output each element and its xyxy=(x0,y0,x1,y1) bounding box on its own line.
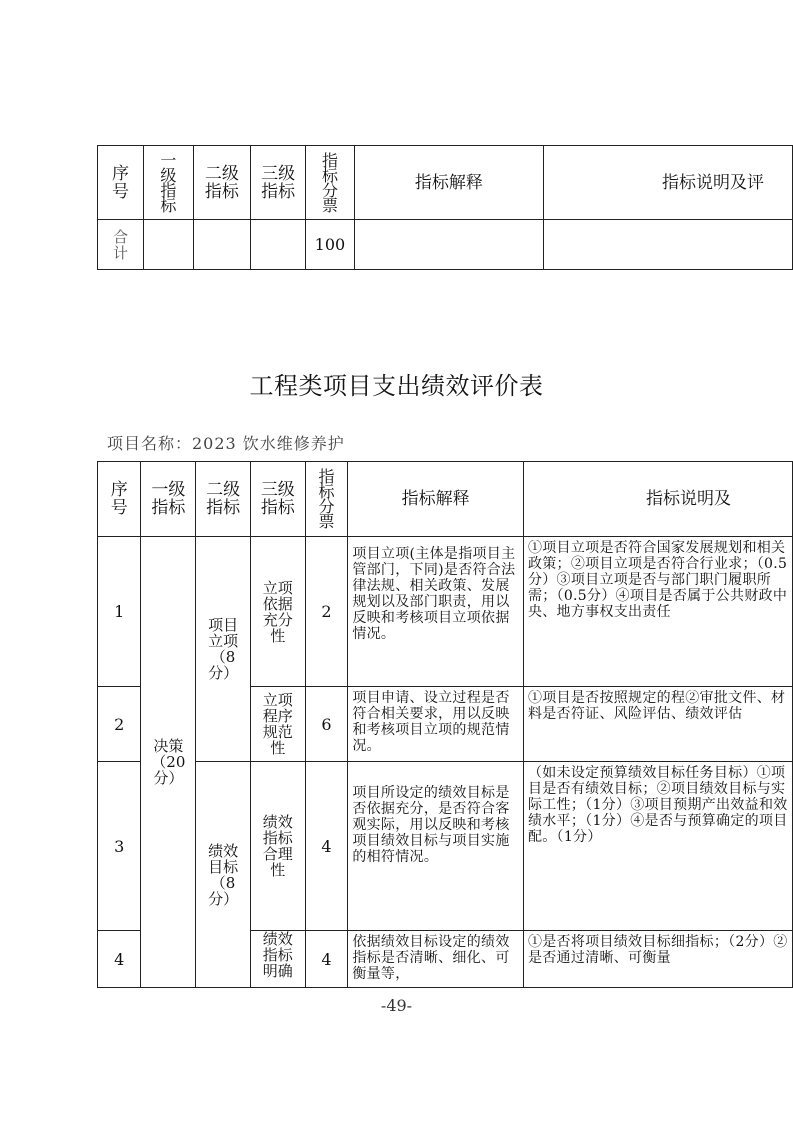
row-description: （如未设定预算绩效目标任务目标）①项目是否有绩效目标；②项目绩效目标与实际工性；（1分）③项目预期产出效益和效绩水平；（1分）④是否与预算确定的项目配。（1分） xyxy=(523,762,792,931)
row-score: 4 xyxy=(305,762,348,931)
table-row xyxy=(98,762,793,931)
header-level3: 三级指标 xyxy=(250,146,305,220)
page-title: 工程类项目支出绩效评价表 xyxy=(249,372,544,400)
total-level3 xyxy=(250,220,305,270)
header-level2: 二级指标 xyxy=(193,146,250,220)
total-level2 xyxy=(193,220,250,270)
total-description xyxy=(544,220,793,270)
level2-project-setup: 项目立项（8分） xyxy=(196,537,251,762)
level2-performance-target: 绩效目标（8分） xyxy=(196,762,251,988)
row-number: 1 xyxy=(98,537,141,687)
evaluation-table xyxy=(97,461,793,988)
header-explanation: 指标解释 xyxy=(348,462,524,537)
total-score: 100 xyxy=(306,220,354,270)
row-number: 4 xyxy=(98,931,141,988)
level1-decision: 决策（20分） xyxy=(141,537,196,988)
header-level2: 二级指标 xyxy=(196,462,251,537)
project-name: 项目名称：2023 饮水维修养护 xyxy=(107,434,345,453)
row-explanation: 项目立项(主体是指项目主管部门，下同)是否符合法律法规、相关政策、发展规划以及部门职责，用以反映和考核项目立项依据情况。 xyxy=(348,537,524,687)
table-row xyxy=(98,537,793,687)
summary-table xyxy=(97,145,793,270)
row-score: 6 xyxy=(305,687,348,762)
level3-indicator: 绩效指标合理性 xyxy=(250,762,305,931)
level3-indicator: 绩效指标明确 xyxy=(250,931,305,988)
header-score: 指标分票 xyxy=(305,462,348,537)
row-description: ①项目是否按照规定的程②审批文件、材料是否符证、风险评估、绩效评估 xyxy=(523,687,792,762)
row-description: ①项目立项是否符合国家发展规划和相关政策；②项目立项是否符合行业求；（0.5分）③项目立项是否与部门职门履职所需；（0.5分）④项目是否属于公共财政中央、地方事权支出责任 xyxy=(523,537,792,687)
header-description: 指标说明及 xyxy=(523,462,792,537)
row-number: 2 xyxy=(98,687,141,762)
row-score: 4 xyxy=(305,931,348,988)
header-level1: 一级指标 xyxy=(141,462,196,537)
level3-indicator: 立项依据充分性 xyxy=(250,537,305,687)
header-serial: 序号 xyxy=(98,146,144,220)
header-serial: 序号 xyxy=(98,462,141,537)
total-level1 xyxy=(143,220,193,270)
row-explanation: 项目申请、设立过程是否符合相关要求，用以反映和考核项目立项的规范情况。 xyxy=(348,687,524,762)
row-explanation: 依据绩效目标设定的绩效指标是否清晰、细化、可衡量等， xyxy=(348,931,524,988)
total-explanation xyxy=(354,220,543,270)
row-number: 3 xyxy=(98,762,141,931)
header-score: 指标分票 xyxy=(306,146,354,220)
level3-indicator: 立项程序规范性 xyxy=(250,687,305,762)
header-level1: 一级指标 xyxy=(143,146,193,220)
page-number: -49- xyxy=(380,996,413,1015)
total-label: 合计 xyxy=(98,220,144,270)
header-explanation: 指标解释 xyxy=(354,146,543,220)
header-description: 指标说明及评 xyxy=(544,146,793,220)
header-level3: 三级指标 xyxy=(250,462,305,537)
row-score: 2 xyxy=(305,537,348,687)
row-explanation: 项目所设定的绩效目标是否依据充分，是否符合客观实际，用以反映和考核项目绩效目标与项目实施的相符情况。 xyxy=(348,762,524,931)
row-description: ①是否将项目绩效目标细指标；（2分）②是否通过清晰、可衡量 xyxy=(523,931,792,988)
